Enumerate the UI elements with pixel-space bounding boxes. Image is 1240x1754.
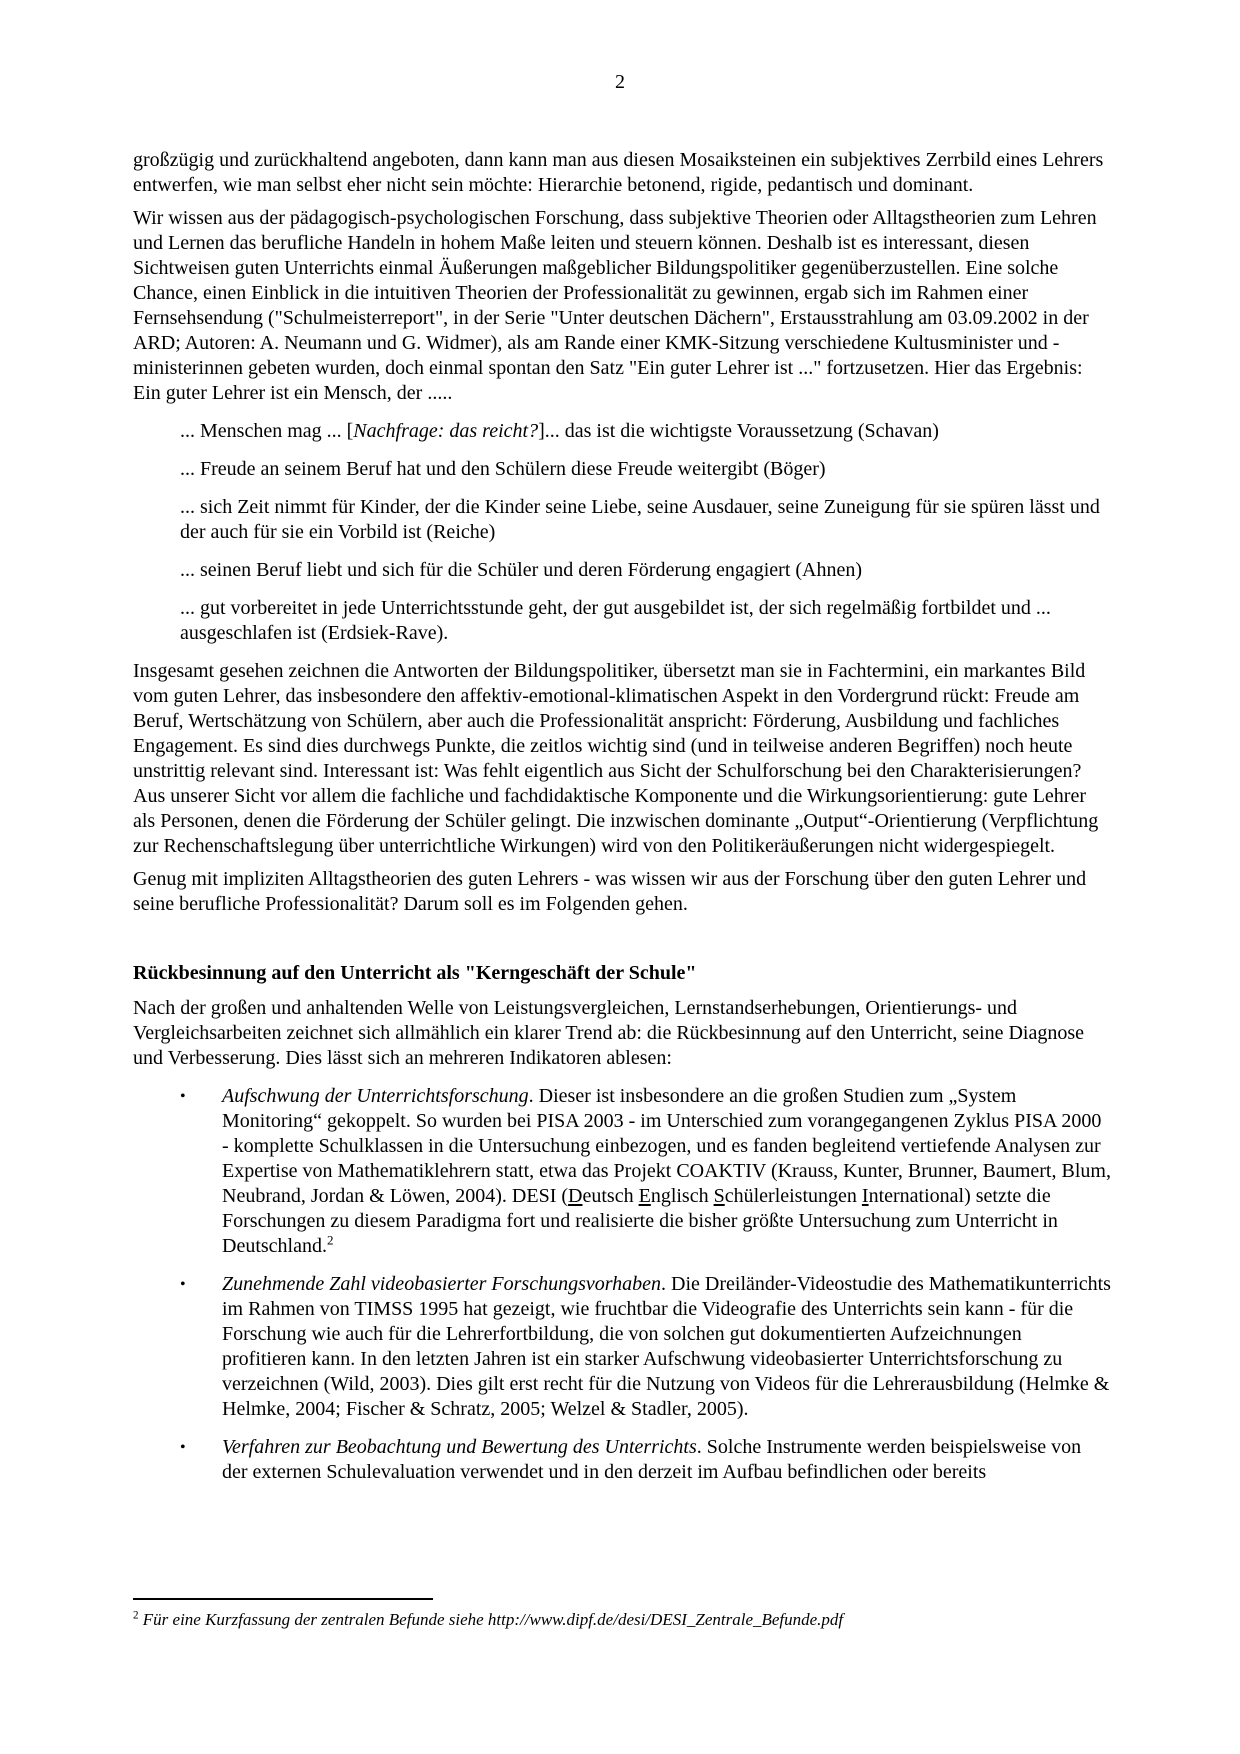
quote-item-reiche: ... sich Zeit nimmt für Kinder, der die Kinder seine Liebe, seine Ausdauer, seine Zuneigung für sie spüren lässt und der auch für sie ein Vorbild ist (Reiche) <box>180 496 1100 543</box>
bullet-item-videostudien <box>133 1272 1111 1422</box>
bullet-text: Verfahren zur Beobachtung und Bewertung des Unterrichts. Solche Instrumente werden beispielsweise von der externen Schulevaluation verwendet und in den derzeit im Aufbau befindlichen oder bereits <box>222 1436 1082 1483</box>
section-heading: Rückbesinnung auf den Unterricht als "Kerngeschäft der Schule" <box>133 962 697 984</box>
footnote-separator <box>133 1598 433 1600</box>
bullet-item-unterrichtsforschung <box>133 1084 1111 1259</box>
quote-item-ahnen: ... seinen Beruf liebt und sich für die Schüler und deren Förderung engagiert (Ahnen) <box>180 559 863 581</box>
page-number: 2 <box>615 71 625 93</box>
quote-item-schavan: ... Menschen mag ... [Nachfrage: das reicht?]... das ist die wichtigste Voraussetzung (Schavan) <box>180 420 939 442</box>
quote-item-erdsiek-rave: ... gut vorbereitet in jede Unterrichtsstunde geht, der gut ausgebildet ist, der sich regelmäßig fortbildet und ... ausgeschlafen ist (Erdsiek-Rave). <box>180 597 1051 644</box>
bullet-icon: • <box>180 1439 186 1456</box>
paragraph-3: Insgesamt gesehen zeichnen die Antworten der Bildungspolitiker, übersetzt man sie in Fachtermini, ein markantes Bild vom guten Lehrer, das insbesondere den affektiv-emotional-klimatischen Aspekt in den Vordergrund rückt: Freude am Beruf, Wertschätzung von Schülern, aber auch die Professionalität anspricht: Förderung, Ausbildung und fachliches Engagement. Es sind dies durchwegs Punkte, die zeitlos wichtig sind (und in teilweise anderen Begriffen) noch heute unstrittig relevant sind. Interessant ist: Was fehlt eigentlich aus Sicht der Schulforschung bei den Charakterisierungen? Aus unserer Sicht vor allem die fachliche und fachdidaktische Komponente und die Wirkungsorientierung: gute Lehrer als Personen, denen die Förderung der Schüler gelingt. Die inzwischen dominante „Output“-Orientierung (Verpflichtung zur Rechenschaftslegung über unterrichtliche Wirkungen) wird von den Politikeräußerungen nicht widergespiegelt. <box>133 660 1099 857</box>
bullet-text: Aufschwung der Unterrichtsforschung. Dieser ist insbesondere an die großen Studien zum „System Monitoring“ gekoppelt. So wurden bei PISA 2003 - im Unterschied zum vorangegangenen Zyklus PISA 2000 - komplette Schulklassen in die Untersuchung einbezogen, und es fanden begleitend vertiefende Analysen zur Expertise von Mathematiklehrern statt, etwa das Projekt COAKTIV (Krauss, Kunter, Brunner, Baumert, Blum, Neubrand, Jordan & Löwen, 2004). DESI (Deutsch Englisch Schülerleistungen International) setzte die Forschungen zu diesem Paradigma fort und realisierte die bisher größte Untersuchung zum Unterricht in Deutschland.$^2$ <box>222 1085 1111 1257</box>
quote-item-boeger: ... Freude an seinem Beruf hat und den Schülern diese Freude weitergibt (Böger) <box>180 458 826 480</box>
footnote-area <box>133 1598 1111 1631</box>
bullet-icon: • <box>180 1088 186 1105</box>
paragraph-1: großzügig und zurückhaltend angeboten, dann kann man aus diesen Mosaiksteinen ein subjektives Zerrbild eines Lehrers entwerfen, wie man selbst eher nicht sein möchte: Hierarchie betonend, rigide, pedantisch und dominant. <box>133 149 1104 196</box>
bullet-item-beobachtungsverfahren <box>133 1435 1111 1485</box>
paragraph-4: Genug mit impliziten Alltagstheorien des guten Lehrers - was wissen wir aus der Forschung über den guten Lehrer und seine berufliche Professionalität? Darum soll es im Folgenden gehen. <box>133 868 1087 915</box>
footnote <box>133 1609 1111 1631</box>
paragraph-2: Wir wissen aus der pädagogisch-psychologischen Forschung, dass subjektive Theorien oder Alltagstheorien zum Lehren und Lernen das berufliche Handeln in hohem Maße leiten und steuern können. Deshalb ist es interessant, diesen Sichtweisen guten Unterrichts einmal Äußerungen maßgeblicher Bildungspolitiker gegenüberzustellen. Eine solche Chance, einen Einblick in die intuitiven Theorien der Professionalität zu gewinnen, ergab sich im Rahmen einer Fernsehsendung ("Schulmeisterreport", in der Serie "Unter deutschen Dächern", Erstausstrahlung am 03.09.2002 in der ARD; Autoren: A. Neumann und G. Widmer), als am Rande einer KMK-Sitzung verschiedene Kultusminister und -ministerinnen gebeten wurden, doch einmal spontan den Satz "Ein guter Lehrer ist ..." fortzusetzen. Hier das Ergebnis: Ein guter Lehrer ist ein Mensch, der ..... <box>133 207 1097 404</box>
footnote-marker: 2 <box>133 1609 139 1622</box>
bullet-icon: • <box>180 1276 186 1293</box>
footnote-text: Für eine Kurzfassung der zentralen Befunde siehe http://www.dipf.de/desi/DESI_Zentrale_Befunde.pdf <box>138 1610 844 1629</box>
bullet-text: Zunehmende Zahl videobasierter Forschungsvorhaben. Die Dreiländer-Videostudie des Mathematikunterrichts im Rahmen von TIMSS 1995 hat gezeigt, wie fruchtbar die Videografie des Unterrichts sein kann - für die Forschung wie auch für die Lehrerfortbildung, die von solchen gut dokumentierten Aufzeichnungen profitieren kann. In den letzten Jahren ist ein starker Aufschwung videobasierter Unterrichtsforschung zu verzeichnen (Wild, 2003). Dies gilt erst recht für die Nutzung von Videos für die Lehrerausbildung (Helmke & Helmke, 2004; Fischer & Schratz, 2005; Welzel & Stadler, 2005). <box>222 1273 1111 1420</box>
paragraph-5: Nach der großen und anhaltenden Welle von Leistungsvergleichen, Lernstandserhebungen, Orientierungs- und Vergleichsarbeiten zeichnet sich allmählich ein klarer Trend ab: die Rückbesinnung auf den Unterricht, seine Diagnose und Verbesserung. Dies lässt sich an mehreren Indikatoren ablesen: <box>133 997 1084 1069</box>
page-content <box>133 148 1111 1498</box>
